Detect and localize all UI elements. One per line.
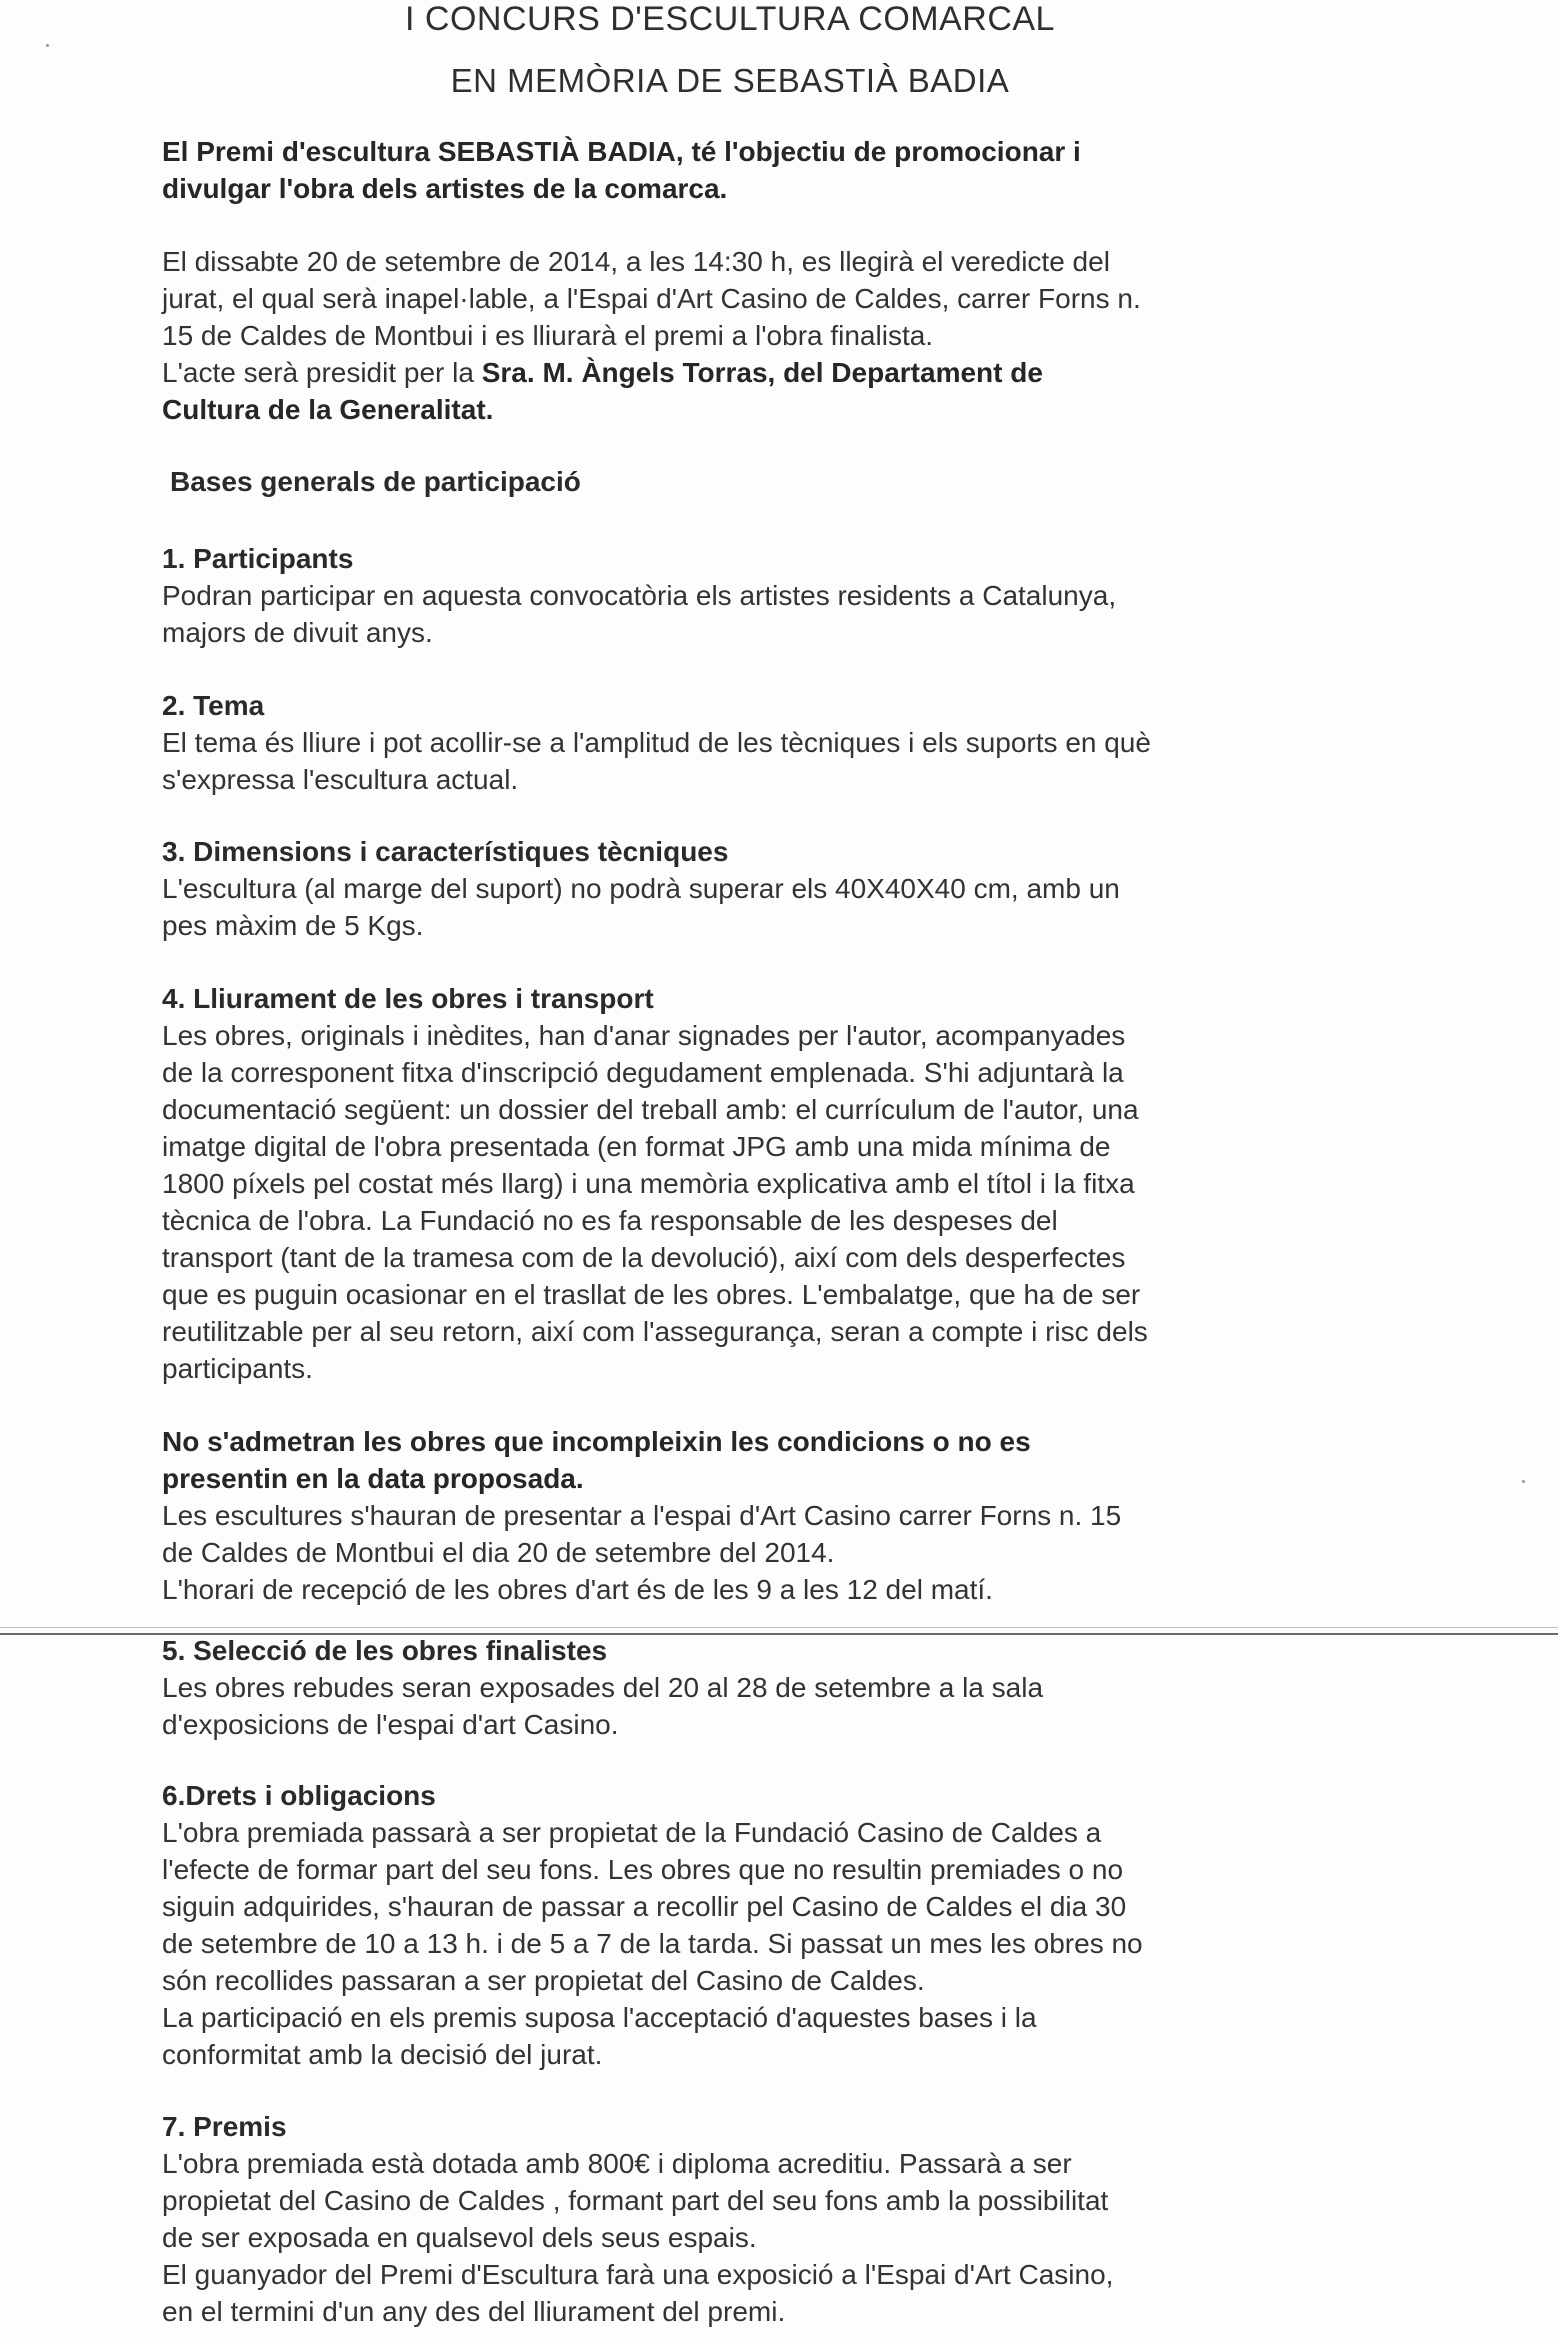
section-line: L'escultura (al marge del suport) no podrà superar els 40X40X40 cm, amb un	[162, 873, 1120, 904]
fold-shadow	[0, 1627, 1558, 1628]
announcement-presided-line	[162, 354, 1362, 391]
section-line: Les obres, originals i inèdites, han d'anar signades per l'autor, acompanyades	[162, 1020, 1126, 1051]
section-line: s'expressa l'escultura actual.	[162, 764, 519, 795]
announcement-line: jurat, el qual serà inapel·lable, a l'Espai d'Art Casino de Caldes, carrer Forns n.	[162, 283, 1141, 314]
section-line: són recollides passaran a ser propietat del Casino de Caldes.	[162, 1965, 925, 1996]
section-line: El guanyador del Premi d'Escultura farà una exposició a l'Espai d'Art Casino,	[162, 2259, 1114, 2290]
section-heading: 1. Participants	[162, 543, 354, 574]
section-dimensions	[162, 833, 1362, 944]
section-notice	[162, 1423, 1362, 1608]
bases-heading-text: Bases generals de participació	[170, 466, 581, 497]
notice-bold-line: presentin en la data proposada.	[162, 1463, 584, 1494]
announcement-presided-line2: Cultura de la Generalitat.	[162, 394, 494, 425]
section-line: Les obres rebudes seran exposades del 20 al 28 de setembre a la sala	[162, 1672, 1044, 1703]
section-line: tècnica de l'obra. La Fundació no es fa responsable de les despeses del	[162, 1205, 1058, 1236]
notice-bold-line: No s'admetran les obres que incompleixin les condicions o no es	[162, 1426, 1031, 1457]
scan-speck	[1522, 1480, 1525, 1483]
section-participants	[162, 540, 1362, 651]
presided-name: Sra. M. Àngels Torras, del Departament de	[481, 357, 1043, 388]
section-line: imatge digital de l'obra presentada (en format JPG amb una mida mínima de	[162, 1131, 1111, 1162]
page-subtitle: EN MEMÒRIA DE SEBASTIÀ BADIA	[450, 62, 1010, 99]
section-line: propietat del Casino de Caldes , formant part del seu fons amb la possibilitat	[162, 2185, 1109, 2216]
section-line: que es puguin ocasionar en el trasllat de les obres. L'embalatge, que ha de ser	[162, 1279, 1141, 1310]
scan-speck	[46, 44, 49, 47]
presided-prefix: L'acte serà presidit per la	[162, 357, 482, 388]
notice-line: L'horari de recepció de les obres d'art és de les 9 a les 12 del matí.	[162, 1574, 993, 1605]
section-line: siguin adquirides, s'hauran de passar a recollir pel Casino de Caldes el dia 30	[162, 1891, 1127, 1922]
section-heading: 5. Selecció de les obres finalistes	[162, 1635, 608, 1666]
section-line: Podran participar en aquesta convocatòria els artistes residents a Catalunya,	[162, 580, 1117, 611]
section-line: d'exposicions de l'espai d'art Casino.	[162, 1709, 619, 1740]
intro-line: divulgar l'obra dels artistes de la comarca.	[162, 173, 728, 204]
section-line: L'obra premiada està dotada amb 800€ i diploma acreditiu. Passarà a ser	[162, 2148, 1072, 2179]
section-prizes	[162, 2108, 1362, 2330]
section-selection	[162, 1632, 1362, 1743]
section-line: de setembre de 10 a 13 h. i de 5 a 7 de la tarda. Si passat un mes les obres no	[162, 1928, 1143, 1959]
section-delivery	[162, 980, 1362, 1387]
section-line: transport (tant de la tramesa com de la devolució), així com dels desperfectes	[162, 1242, 1126, 1273]
notice-line: Les escultures s'hauran de presentar a l'espai d'Art Casino carrer Forns n. 15	[162, 1500, 1122, 1531]
announcement-line: 15 de Caldes de Montbui i es lliurarà el premi a l'obra finalista.	[162, 320, 934, 351]
section-line: en el termini d'un any des del lliurament del premi.	[162, 2296, 786, 2327]
section-heading: 4. Lliurament de les obres i transport	[162, 983, 654, 1014]
section-line: pes màxim de 5 Kgs.	[162, 910, 424, 941]
intro-line: El Premi d'escultura SEBASTIÀ BADIA, té l'objectiu de promocionar i	[162, 136, 1081, 167]
announcement-paragraph	[162, 243, 1362, 428]
section-line: de la corresponent fitxa d'inscripció degudament emplenada. S'hi adjuntarà la	[162, 1057, 1124, 1088]
section-line: de ser exposada en qualsevol dels seus espais.	[162, 2222, 757, 2253]
section-line: documentació següent: un dossier del treball amb: el currículum de l'autor, una	[162, 1094, 1139, 1125]
section-line: l'efecte de formar part del seu fons. Les obres que no resultin premiades o no	[162, 1854, 1124, 1885]
announcement-line: El dissabte 20 de setembre de 2014, a les 14:30 h, es llegirà el veredicte del	[162, 246, 1110, 277]
section-heading: 6.Drets i obligacions	[162, 1780, 436, 1811]
section-line: L'obra premiada passarà a ser propietat de la Fundació Casino de Caldes a	[162, 1817, 1102, 1848]
section-line: participants.	[162, 1353, 313, 1384]
section-heading: 2. Tema	[162, 690, 265, 721]
page-title: I CONCURS D'ESCULTURA COMARCAL	[405, 0, 1055, 38]
section-line: majors de divuit anys.	[162, 617, 433, 648]
section-line: La participació en els premis suposa l'acceptació d'aquestes bases i la	[162, 2002, 1037, 2033]
section-line: reutilitzable per al seu retorn, així com l'assegurança, seran a compte i risc dels	[162, 1316, 1148, 1347]
section-line: conformitat amb la decisió del jurat.	[162, 2039, 603, 2070]
notice-line: de Caldes de Montbui el dia 20 de setembre del 2014.	[162, 1537, 835, 1568]
bases-heading	[170, 463, 1370, 500]
section-rights	[162, 1777, 1362, 2073]
intro-paragraph	[162, 133, 1362, 207]
section-heading: 7. Premis	[162, 2111, 287, 2142]
section-tema	[162, 687, 1362, 798]
section-line: El tema és lliure i pot acollir-se a l'amplitud de les tècniques i els suports en què	[162, 727, 1151, 758]
section-heading: 3. Dimensions i característiques tècniques	[162, 836, 729, 867]
section-line: 1800 píxels pel costat més llarg) i una memòria explicativa amb el títol i la fitxa	[162, 1168, 1135, 1199]
